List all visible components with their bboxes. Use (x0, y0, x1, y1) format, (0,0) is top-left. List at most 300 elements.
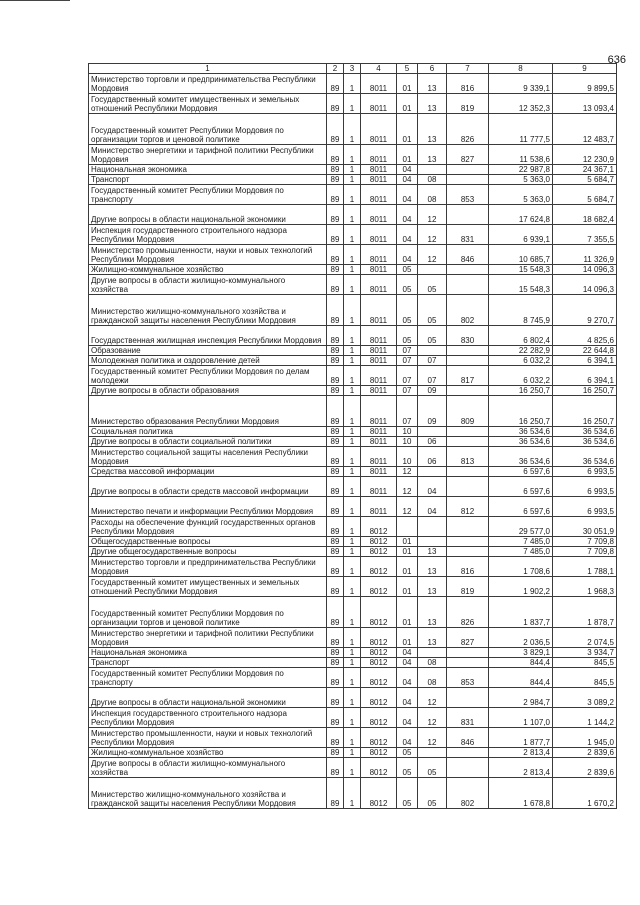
row-name-cell: Другие вопросы в области социальной политики (89, 437, 327, 447)
row-name-cell: Другие вопросы в области национальной экономики (89, 205, 327, 225)
row-value-cell: 6 993,5 (553, 477, 617, 497)
row-value-cell: 11 326,9 (553, 245, 617, 265)
row-name-cell: Другие вопросы в области средств массовой информации (89, 477, 327, 497)
row-value-cell: 1 (344, 778, 361, 809)
row-value-cell: 8012 (361, 597, 397, 628)
row-value-cell: 6 597,6 (489, 467, 553, 477)
row-name-cell: Государственный комитет Республики Мордовия по транспорту (89, 185, 327, 205)
row-value-cell: 8012 (361, 728, 397, 748)
row-value-cell: 1 (344, 467, 361, 477)
row-value-cell: 1 788,1 (553, 557, 617, 577)
row-value-cell: 89 (327, 205, 344, 225)
row-value-cell: 8012 (361, 778, 397, 809)
row-value-cell: 12 (418, 688, 447, 708)
row-value-cell (447, 275, 489, 295)
row-value-cell: 2 839,6 (553, 758, 617, 778)
row-value-cell: 1 (344, 597, 361, 628)
row-value-cell (418, 748, 447, 758)
row-name-cell: Государственный комитет Республики Мордовия по транспорту (89, 668, 327, 688)
row-name-cell: Жилищно-коммунальное хозяйство (89, 748, 327, 758)
row-value-cell: 36 534,6 (553, 427, 617, 437)
table-row (89, 477, 617, 497)
row-value-cell: 8011 (361, 467, 397, 477)
row-value-cell: 89 (327, 275, 344, 295)
row-value-cell: 1 (344, 577, 361, 597)
row-value-cell: 89 (327, 295, 344, 326)
row-value-cell: 05 (397, 326, 418, 346)
table-row (89, 366, 617, 386)
row-value-cell: 1 (344, 517, 361, 537)
row-value-cell: 8011 (361, 225, 397, 245)
row-value-cell: 89 (327, 628, 344, 648)
row-value-cell (447, 648, 489, 658)
row-name-cell: Министерство промышленности, науки и новых технологий Республики Мордовия (89, 728, 327, 748)
budget-table (88, 63, 617, 809)
row-value-cell: 89 (327, 497, 344, 517)
row-value-cell: 8011 (361, 74, 397, 94)
row-value-cell: 1 (344, 728, 361, 748)
table-row (89, 728, 617, 748)
row-value-cell: 09 (418, 386, 447, 396)
row-value-cell: 05 (418, 326, 447, 346)
row-value-cell: 8011 (361, 205, 397, 225)
row-value-cell: 4 825,6 (553, 326, 617, 346)
row-value-cell: 1 (344, 295, 361, 326)
row-value-cell: 1 (344, 708, 361, 728)
row-value-cell (418, 648, 447, 658)
row-value-cell: 89 (327, 427, 344, 437)
row-value-cell: 06 (418, 447, 447, 467)
row-value-cell (447, 537, 489, 547)
row-value-cell: 05 (397, 275, 418, 295)
row-value-cell: 89 (327, 597, 344, 628)
row-value-cell: 08 (418, 185, 447, 205)
row-value-cell: 04 (397, 185, 418, 205)
row-value-cell: 89 (327, 577, 344, 597)
table-row (89, 265, 617, 275)
row-name-cell: Государственный комитет Республики Мордовия по организации торгов и ценовой политике (89, 114, 327, 145)
row-value-cell: 8012 (361, 547, 397, 557)
row-name-cell: Министерство торговли и предпринимательства Республики Мордовия (89, 74, 327, 94)
row-name-cell: Другие общегосударственные вопросы (89, 547, 327, 557)
row-value-cell: 1 (344, 346, 361, 356)
row-value-cell: 89 (327, 547, 344, 557)
row-value-cell: 1 (344, 396, 361, 427)
row-value-cell: 1 (344, 275, 361, 295)
row-value-cell: 10 (397, 437, 418, 447)
row-value-cell: 831 (447, 225, 489, 245)
row-value-cell: 13 (418, 547, 447, 557)
row-value-cell: 8011 (361, 497, 397, 517)
row-value-cell: 07 (418, 356, 447, 366)
row-name-cell: Транспорт (89, 658, 327, 668)
row-value-cell: 12 (397, 467, 418, 477)
row-name-cell: Другие вопросы в области жилищно-коммунального хозяйства (89, 275, 327, 295)
table-row (89, 346, 617, 356)
table-row (89, 74, 617, 94)
table-row (89, 114, 617, 145)
row-value-cell: 6 394,1 (553, 356, 617, 366)
row-name-cell: Министерство торговли и предпринимательства Республики Мордовия (89, 557, 327, 577)
row-value-cell: 04 (397, 205, 418, 225)
row-value-cell: 89 (327, 245, 344, 265)
row-value-cell: 89 (327, 648, 344, 658)
row-name-cell: Министерство печати и информации Республики Мордовия (89, 497, 327, 517)
row-value-cell: 12 (418, 245, 447, 265)
row-value-cell: 1 (344, 165, 361, 175)
row-value-cell: 8011 (361, 265, 397, 275)
table-row (89, 225, 617, 245)
row-value-cell: 817 (447, 366, 489, 386)
row-value-cell: 13 (418, 74, 447, 94)
row-value-cell (418, 165, 447, 175)
row-value-cell: 827 (447, 628, 489, 648)
row-value-cell: 8011 (361, 326, 397, 346)
row-value-cell: 9 899,5 (553, 74, 617, 94)
row-value-cell (397, 517, 418, 537)
row-value-cell: 89 (327, 728, 344, 748)
row-value-cell: 844,4 (489, 668, 553, 688)
row-value-cell: 853 (447, 668, 489, 688)
row-value-cell: 05 (418, 758, 447, 778)
row-value-cell: 12 (418, 728, 447, 748)
row-value-cell: 89 (327, 748, 344, 758)
row-value-cell: 5 684,7 (553, 185, 617, 205)
row-value-cell: 1 670,2 (553, 778, 617, 809)
row-value-cell: 12 230,9 (553, 145, 617, 165)
row-value-cell: 7 709,8 (553, 547, 617, 557)
row-value-cell: 10 (397, 427, 418, 437)
table-row (89, 517, 617, 537)
row-value-cell: 13 (418, 557, 447, 577)
row-value-cell: 89 (327, 708, 344, 728)
table-row (89, 185, 617, 205)
row-value-cell: 8011 (361, 275, 397, 295)
table-row (89, 175, 617, 185)
row-value-cell: 11 538,6 (489, 145, 553, 165)
row-value-cell: 812 (447, 497, 489, 517)
row-name-cell: Министерство социальной защиты населения Республики Мордовия (89, 447, 327, 467)
row-value-cell: 05 (397, 758, 418, 778)
row-name-cell: Социальная политика (89, 427, 327, 437)
row-value-cell: 29 577,0 (489, 517, 553, 537)
row-value-cell: 89 (327, 477, 344, 497)
row-value-cell: 2 813,4 (489, 748, 553, 758)
table-row (89, 467, 617, 477)
row-value-cell: 1 (344, 547, 361, 557)
table-row (89, 748, 617, 758)
header-cell: 6 (418, 64, 447, 74)
row-value-cell: 8012 (361, 577, 397, 597)
row-value-cell: 8011 (361, 114, 397, 145)
row-name-cell: Государственный комитет Республики Мордовия по организации торгов и ценовой политике (89, 597, 327, 628)
table-row (89, 165, 617, 175)
table-row (89, 437, 617, 447)
table-row (89, 597, 617, 628)
row-value-cell: 36 534,6 (553, 437, 617, 447)
row-value-cell: 89 (327, 265, 344, 275)
row-value-cell (447, 356, 489, 366)
row-value-cell: 10 (397, 447, 418, 467)
table-row (89, 628, 617, 648)
row-value-cell: 07 (397, 396, 418, 427)
row-value-cell: 89 (327, 778, 344, 809)
row-value-cell: 1 (344, 648, 361, 658)
row-value-cell: 6 032,2 (489, 366, 553, 386)
row-value-cell (447, 748, 489, 758)
header-cell: 3 (344, 64, 361, 74)
row-value-cell: 8011 (361, 356, 397, 366)
row-value-cell: 01 (397, 577, 418, 597)
row-value-cell: 819 (447, 577, 489, 597)
row-value-cell: 826 (447, 114, 489, 145)
row-name-cell: Транспорт (89, 175, 327, 185)
row-value-cell: 8012 (361, 748, 397, 758)
table-row (89, 537, 617, 547)
row-value-cell (447, 467, 489, 477)
row-name-cell: Министерство жилищно-коммунального хозяйства и гражданской защиты населения Республики Мордовия (89, 295, 327, 326)
table-row (89, 326, 617, 346)
row-value-cell: 6 597,6 (489, 477, 553, 497)
row-value-cell: 12 483,7 (553, 114, 617, 145)
row-value-cell (447, 386, 489, 396)
row-value-cell: 12 352,3 (489, 94, 553, 114)
row-value-cell (447, 658, 489, 668)
table-row (89, 577, 617, 597)
row-value-cell: 08 (418, 658, 447, 668)
table-row (89, 778, 617, 809)
row-value-cell: 1 (344, 326, 361, 346)
row-value-cell: 1 (344, 386, 361, 396)
row-value-cell: 89 (327, 175, 344, 185)
row-value-cell: 1 878,7 (553, 597, 617, 628)
table-row (89, 658, 617, 668)
row-value-cell: 05 (418, 778, 447, 809)
row-value-cell: 1 877,7 (489, 728, 553, 748)
row-value-cell: 844,4 (489, 658, 553, 668)
row-value-cell: 816 (447, 74, 489, 94)
row-value-cell: 22 987,8 (489, 165, 553, 175)
header-cell: 4 (361, 64, 397, 74)
row-value-cell: 89 (327, 517, 344, 537)
row-value-cell: 9 339,1 (489, 74, 553, 94)
row-value-cell: 07 (418, 366, 447, 386)
row-value-cell: 13 (418, 145, 447, 165)
row-value-cell: 9 270,7 (553, 295, 617, 326)
row-value-cell: 1 678,8 (489, 778, 553, 809)
table-row (89, 547, 617, 557)
row-value-cell: 12 (418, 708, 447, 728)
row-name-cell: Национальная экономика (89, 165, 327, 175)
row-value-cell: 04 (418, 497, 447, 517)
table-row (89, 295, 617, 326)
row-value-cell: 2 036,5 (489, 628, 553, 648)
row-value-cell: 89 (327, 346, 344, 356)
row-value-cell: 16 250,7 (553, 386, 617, 396)
row-value-cell: 04 (397, 165, 418, 175)
row-value-cell: 09 (418, 396, 447, 427)
row-value-cell: 89 (327, 758, 344, 778)
row-value-cell: 8011 (361, 437, 397, 447)
row-value-cell: 2 839,6 (553, 748, 617, 758)
row-value-cell: 6 802,4 (489, 326, 553, 346)
row-value-cell: 15 548,3 (489, 265, 553, 275)
row-value-cell (447, 517, 489, 537)
row-name-cell: Молодежная политика и оздоровление детей (89, 356, 327, 366)
row-value-cell: 3 829,1 (489, 648, 553, 658)
header-cell: 7 (447, 64, 489, 74)
row-value-cell: 04 (418, 477, 447, 497)
row-value-cell: 1 (344, 497, 361, 517)
header-cell: 1 (89, 64, 327, 74)
row-value-cell: 17 624,8 (489, 205, 553, 225)
row-value-cell: 846 (447, 245, 489, 265)
table-row (89, 386, 617, 396)
table-row (89, 205, 617, 225)
row-value-cell: 07 (397, 366, 418, 386)
row-value-cell: 8011 (361, 145, 397, 165)
row-value-cell: 1 (344, 265, 361, 275)
row-value-cell: 1 968,3 (553, 577, 617, 597)
row-name-cell: Министерство энергетики и тарифной политики Республики Мордовия (89, 628, 327, 648)
row-value-cell: 13 (418, 628, 447, 648)
row-value-cell: 12 (397, 477, 418, 497)
row-value-cell: 1 (344, 225, 361, 245)
row-value-cell: 05 (418, 275, 447, 295)
row-value-cell: 1 (344, 175, 361, 185)
table-body (89, 74, 617, 809)
row-value-cell: 05 (397, 778, 418, 809)
row-value-cell: 18 682,4 (553, 205, 617, 225)
row-value-cell: 8012 (361, 668, 397, 688)
row-value-cell: 8011 (361, 245, 397, 265)
row-value-cell: 830 (447, 326, 489, 346)
row-value-cell: 89 (327, 688, 344, 708)
row-value-cell: 8 745,9 (489, 295, 553, 326)
row-value-cell: 7 485,0 (489, 537, 553, 547)
row-value-cell: 2 984,7 (489, 688, 553, 708)
row-value-cell: 08 (418, 668, 447, 688)
row-value-cell: 01 (397, 628, 418, 648)
row-value-cell (418, 467, 447, 477)
row-value-cell: 1 (344, 427, 361, 437)
row-value-cell: 8011 (361, 366, 397, 386)
row-value-cell: 1 (344, 668, 361, 688)
table-row (89, 557, 617, 577)
row-value-cell: 8011 (361, 185, 397, 205)
row-value-cell: 802 (447, 778, 489, 809)
row-value-cell: 36 534,6 (489, 427, 553, 437)
row-value-cell: 15 548,3 (489, 275, 553, 295)
table-row (89, 275, 617, 295)
row-name-cell: Другие вопросы в области жилищно-коммунального хозяйства (89, 758, 327, 778)
row-value-cell: 16 250,7 (489, 386, 553, 396)
table-row (89, 648, 617, 658)
row-value-cell: 89 (327, 658, 344, 668)
row-value-cell: 5 363,0 (489, 175, 553, 185)
row-value-cell: 1 (344, 185, 361, 205)
row-name-cell: Министерство образования Республики Мордовия (89, 396, 327, 427)
row-value-cell: 2 074,5 (553, 628, 617, 648)
row-value-cell: 1 (344, 447, 361, 467)
row-value-cell: 12 (397, 497, 418, 517)
row-value-cell: 1 (344, 94, 361, 114)
row-value-cell: 1 (344, 477, 361, 497)
table-row (89, 447, 617, 467)
row-name-cell: Министерство промышленности, науки и новых технологий Республики Мордовия (89, 245, 327, 265)
row-value-cell: 89 (327, 437, 344, 447)
table-row (89, 668, 617, 688)
row-value-cell: 7 355,5 (553, 225, 617, 245)
row-value-cell: 16 250,7 (489, 396, 553, 427)
row-value-cell: 05 (418, 295, 447, 326)
row-value-cell: 3 089,2 (553, 688, 617, 708)
row-value-cell: 1 (344, 658, 361, 668)
row-value-cell: 04 (397, 245, 418, 265)
row-value-cell: 7 709,8 (553, 537, 617, 547)
row-value-cell: 89 (327, 74, 344, 94)
row-value-cell (418, 265, 447, 275)
row-value-cell: 01 (397, 537, 418, 547)
row-value-cell: 8011 (361, 477, 397, 497)
row-value-cell: 6 394,1 (553, 366, 617, 386)
row-value-cell: 5 363,0 (489, 185, 553, 205)
table-row (89, 427, 617, 437)
table-row (89, 688, 617, 708)
row-value-cell: 8011 (361, 175, 397, 185)
row-value-cell: 04 (397, 688, 418, 708)
row-value-cell: 89 (327, 165, 344, 175)
row-value-cell: 36 534,6 (489, 447, 553, 467)
row-value-cell: 1 (344, 557, 361, 577)
row-value-cell (447, 758, 489, 778)
row-value-cell: 89 (327, 386, 344, 396)
row-value-cell: 1 902,2 (489, 577, 553, 597)
row-value-cell: 845,5 (553, 658, 617, 668)
row-value-cell (447, 265, 489, 275)
row-value-cell: 06 (418, 437, 447, 447)
row-value-cell: 01 (397, 557, 418, 577)
row-value-cell: 1 (344, 114, 361, 145)
table-row (89, 396, 617, 427)
row-value-cell: 5 684,7 (553, 175, 617, 185)
row-value-cell: 36 534,6 (489, 437, 553, 447)
row-value-cell: 07 (397, 346, 418, 356)
row-name-cell: Другие вопросы в области национальной экономики (89, 688, 327, 708)
row-name-cell: Государственный комитет Республики Мордовия по делам молодежи (89, 366, 327, 386)
row-value-cell: 1 (344, 74, 361, 94)
row-value-cell: 8011 (361, 165, 397, 175)
row-value-cell: 13 (418, 114, 447, 145)
row-value-cell: 89 (327, 225, 344, 245)
row-value-cell: 8012 (361, 628, 397, 648)
row-value-cell (447, 175, 489, 185)
row-value-cell (418, 517, 447, 537)
row-value-cell: 01 (397, 74, 418, 94)
row-value-cell: 30 051,9 (553, 517, 617, 537)
row-value-cell (418, 537, 447, 547)
row-value-cell: 2 813,4 (489, 758, 553, 778)
row-value-cell: 24 367,1 (553, 165, 617, 175)
row-name-cell: Министерство энергетики и тарифной политики Республики Мордовия (89, 145, 327, 165)
row-name-cell: Образование (89, 346, 327, 356)
row-value-cell: 1 (344, 145, 361, 165)
row-value-cell: 8011 (361, 94, 397, 114)
row-value-cell: 89 (327, 145, 344, 165)
row-value-cell: 89 (327, 114, 344, 145)
table-row (89, 497, 617, 517)
row-value-cell: 12 (418, 205, 447, 225)
